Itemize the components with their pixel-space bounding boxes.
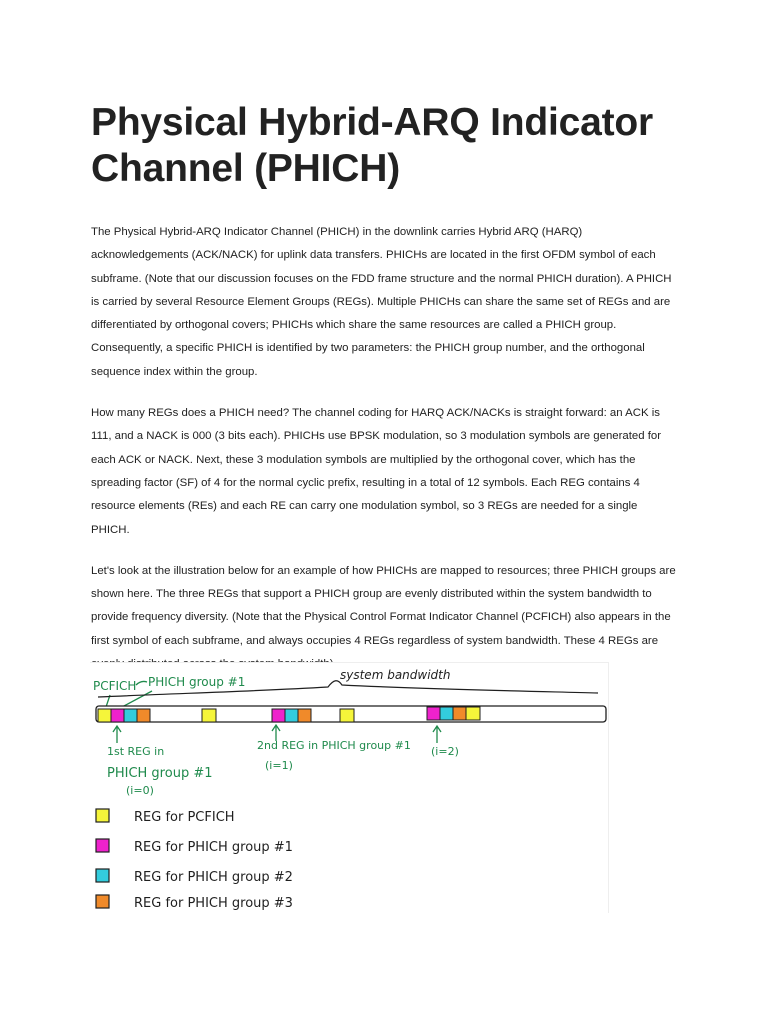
legend-label-pcfich: REG for PCFICH xyxy=(134,810,235,825)
phich-mapping-illustration xyxy=(90,662,609,913)
reg-phich-group1 xyxy=(427,707,440,720)
legend xyxy=(96,809,293,911)
paragraph-illustration: Let's look at the illustration below for an example of how PHICHs are mapped to resources; three PHICH groups are shown here. The three REGs that support a PHICH group are evenly distributed within the system bandwidth to provide frequency diversity. (Note that the Physical Control Format Indicator Channel (PCFICH) also appears in the first symbol of each subframe, and always occupies 4 REGs regardless of system bandwidth. These 4 REGs are xyxy=(91,564,676,647)
second-reg-index: (i=1) xyxy=(265,759,293,772)
reg-phich-group3 xyxy=(453,707,466,720)
reg-phich-group1 xyxy=(272,709,285,722)
reg-pcfich xyxy=(98,709,111,722)
legend-label-group3: REG for PHICH group #3 xyxy=(134,896,293,911)
article xyxy=(91,100,679,676)
first-reg-arrow xyxy=(113,726,121,743)
third-reg-arrow xyxy=(433,726,441,743)
first-reg-label-line3: (i=0) xyxy=(126,784,154,797)
legend-swatch-pcfich xyxy=(96,809,109,822)
paragraph-reg-count: How many REGs does a PHICH need? The channel coding for HARQ ACK/NACKs is straight forward: an ACK is 111, and a NACK is 000 (3 bits each). PHICHs use BPSK modulation, so 3 modulation symbols are generated for each ACK or NACK. Next, these 3 modulation symbols are multiplied by the orthogonal cover, which has the spreading factor (SF) of 4 for the normal cyclic prefix, resulting in a total of 12 symbols. Each REG contains 4 resource elements (REs) and each RE can carry one modulation symbol, so 3 REGs are needed for a single PHICH. xyxy=(91,407,662,536)
reg-phich-group2 xyxy=(285,709,298,722)
first-reg-label-line1: 1st REG in xyxy=(107,745,165,758)
phich-mapping-diagram xyxy=(90,663,608,913)
third-reg-index: (i=2) xyxy=(431,745,459,758)
group1-pointer xyxy=(122,691,152,707)
legend-swatch-group2 xyxy=(96,869,109,882)
first-reg-label-line2: PHICH group #1 xyxy=(107,766,213,781)
legend-swatch-group3 xyxy=(96,895,109,908)
second-reg-label: 2nd REG in PHICH group #1 xyxy=(257,739,411,752)
reg-pcfich xyxy=(202,709,216,722)
page-title: Physical Hybrid-ARQ Indicator Channel (PHICH) xyxy=(91,101,653,190)
system-bandwidth-label: system bandwidth xyxy=(340,668,451,682)
legend-swatch-group1 xyxy=(96,839,109,852)
paragraph-intro: The Physical Hybrid-ARQ Indicator Channel (PHICH) in the downlink carries Hybrid ARQ (HARQ) acknowledgements (ACK/NACK) for uplink data transfers. PHICHs are located in the first OFDM symbol of each subframe. (Note that our discussion focuses on the FDD frame structure and the normal PHICH duration). A PHICH is carried by several Resource Element Groups (REGs). Multiple PHICHs can share the same set of REGs and are differentiated by orthogonal covers; PHICHs which share the same resources are called a PHICH group. Consequently, a specific PHICH is identified by two parameters: the PHICH group number, and the orthogonal sequence index within the group. xyxy=(91,226,672,378)
reg-pcfich xyxy=(466,707,480,720)
pcfich-label: PCFICH xyxy=(93,679,137,693)
reg-pcfich xyxy=(340,709,354,722)
reg-phich-group3 xyxy=(298,709,311,722)
legend-label-group2: REG for PHICH group #2 xyxy=(134,870,293,885)
phich-group1-label: PHICH group #1 xyxy=(148,675,246,689)
legend-label-group1: REG for PHICH group #1 xyxy=(134,840,293,855)
reg-phich-group2 xyxy=(440,707,453,720)
pcfich-arrow xyxy=(136,681,147,685)
reg-phich-group3 xyxy=(137,709,150,722)
reg-phich-group1 xyxy=(111,709,124,722)
reg-phich-group2 xyxy=(124,709,137,722)
